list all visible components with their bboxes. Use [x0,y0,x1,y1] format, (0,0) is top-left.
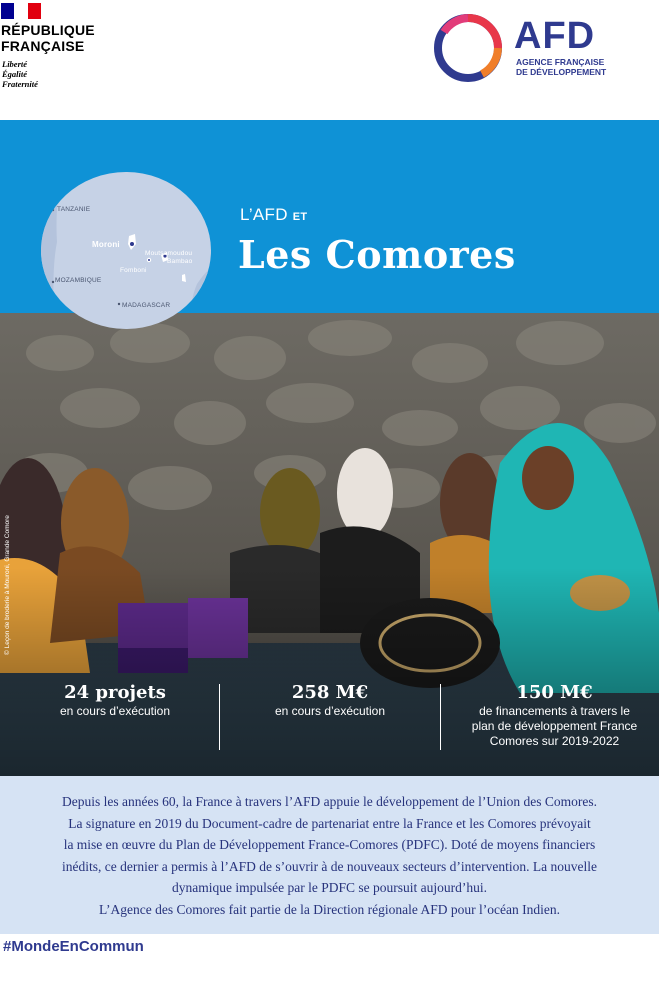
republique-motto [2,59,38,89]
intro-line: Depuis les années 60, la France à travers l’AFD appuie le développement de l’Union des Comores. [62,794,597,809]
republique-title-line2: FRANÇAISE [1,38,85,54]
map-label-mozambique: MOZAMBIQUE [55,277,102,284]
afd-subtitle [516,57,606,77]
stat-projects-text: en cours d’exécution [59,704,171,718]
stat-divider [219,684,220,750]
afd-subtitle-line2: DE DÉVELOPPEMENT [516,67,607,77]
title-kicker [240,205,307,225]
afd-ring-icon [432,12,504,84]
intro-line: L’Agence des Comores fait partie de la Direction régionale AFD pour l’océan Indien. [99,901,560,917]
motto-egalite: Égalité [2,69,28,79]
republique-francaise-logo [0,0,120,95]
page-title: Les Comores [238,232,516,277]
republique-title-line1: RÉPUBLIQUE [1,22,95,38]
afd-logo [432,12,622,84]
intro-line: la mise en œuvre du Plan de Développement France-Comores (PDFC). Doté de moyens financiers [63,837,596,852]
republique-title [1,22,95,54]
intro-line: inédits, ce dernier a permis à l’AFD de s’ouvrir à de nouveaux secteurs d’intervention. La nouvelle [62,858,597,874]
stat-amount-ongoing [230,682,430,719]
motto-liberte: Liberté [2,59,28,69]
map-label-bambao: Bambao [167,258,193,265]
intro-line: La signature en 2019 du Document-cadre de partenariat entre la France et les Comores prévoyait [68,815,591,831]
intro-paragraph [16,791,643,920]
kicker-afd: L’AFD [240,205,288,224]
motto-fraternite: Fraternité [2,79,38,89]
french-flag-icon [1,3,41,19]
stat-amount-ongoing-number: 258 M€ [291,682,369,703]
intro-text-box [0,776,659,934]
stat-financing [452,682,657,749]
stat-financing-number: 150 M€ [516,682,593,703]
stat-financing-text-line1: de financements à travers le [479,704,630,718]
mayotte-island [182,274,186,282]
kicker-et: ET [292,211,308,223]
map-label-moutsamoudou: Moutsamoudou [145,250,193,257]
afd-name: AFD [514,15,596,57]
afd-subtitle-line1: AGENCE FRANÇAISE [516,57,605,67]
hashtag-link[interactable]: #MondeEnCommun [3,938,144,955]
map-label-tanzanie: TANZANIE [57,206,91,213]
map-label-moroni: Moroni [92,240,120,249]
photo-credit: © Leçon de broderie à Mouroni, Grande Comore [4,515,11,655]
stat-projects-number: 24 projets [64,682,166,703]
comoros-map [41,172,211,329]
stat-financing-text-line2: plan de développement France [471,719,638,733]
stat-divider [440,684,441,750]
stat-amount-ongoing-text: en cours d’exécution [274,704,386,718]
map-label-madagascar: MADAGASCAR [122,302,171,309]
intro-line: dynamique impulsée par le PDFC se poursuit aujourd’hui. [172,880,487,895]
stat-projects [20,682,210,719]
map-label-fomboni: Fomboni [120,267,147,274]
stat-financing-text-line3: Comores sur 2019-2022 [489,734,620,748]
